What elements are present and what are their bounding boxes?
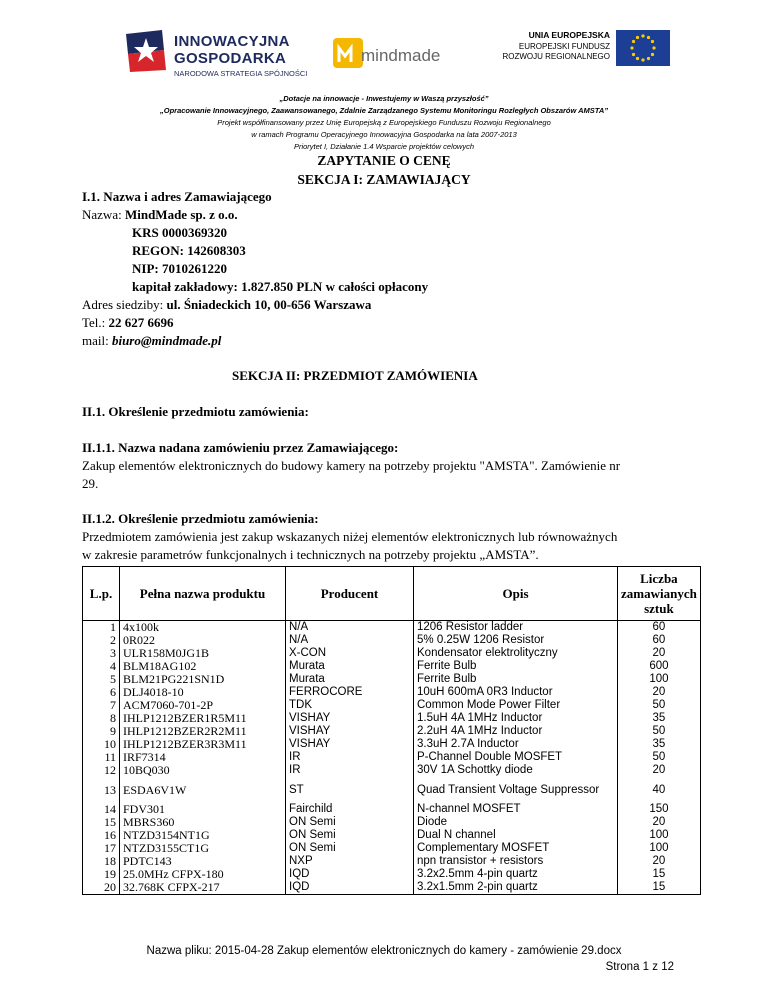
eu-logo-line2: EUROPEJSKI FUNDUSZ <box>518 42 610 51</box>
header-description: Opis <box>414 567 618 621</box>
row-manufacturer: ON Semi <box>286 829 414 842</box>
row-quantity: 150 <box>618 803 701 816</box>
row-description: 3.2x2.5mm 4-pin quartz <box>414 868 618 881</box>
row-quantity: 20 <box>618 764 701 777</box>
row-lp: 4 <box>83 660 120 673</box>
table-body <box>83 621 701 895</box>
row-description: Diode <box>414 816 618 829</box>
row-lp: 1 <box>83 621 120 635</box>
row-quantity: 50 <box>618 751 701 764</box>
company-nip: NIP: 7010261220 <box>132 261 227 276</box>
row-manufacturer: IQD <box>286 881 414 895</box>
funding-project: „Opracowanie Innowacyjnego, Zaawansowanego, Zdalnie Zarządzanego Systemu Monitoringu Rozległych Obszarów AMSTA” <box>160 106 608 115</box>
row-lp: 16 <box>83 829 120 842</box>
table-header-row <box>83 567 701 621</box>
row-description: 1.5uH 4A 1MHz Inductor <box>414 712 618 725</box>
company-address-label: Adres siedziby: <box>82 297 167 312</box>
row-quantity: 40 <box>618 777 701 803</box>
row-manufacturer: X-CON <box>286 647 414 660</box>
section2-sub11: II.1.1. Nazwa nadana zamówieniu przez Zamawiającego: <box>82 440 399 455</box>
section2-sub12-text1: Przedmiotem zamówienia jest zakup wskazanych niżej elementów elektronicznych lub równoważnych <box>82 529 618 544</box>
company-name-label: Nazwa: <box>82 207 125 222</box>
row-lp: 2 <box>83 634 120 647</box>
row-product-name: BLM18AG102 <box>120 660 286 673</box>
row-product-name: MBRS360 <box>120 816 286 829</box>
row-lp: 10 <box>83 738 120 751</box>
row-quantity: 20 <box>618 816 701 829</box>
row-quantity: 50 <box>618 699 701 712</box>
row-description: npn transistor + resistors <box>414 855 618 868</box>
row-description: 3.3uH 2.7A Inductor <box>414 738 618 751</box>
row-description: Kondensator elektrolityczny <box>414 647 618 660</box>
row-manufacturer: FERROCORE <box>286 686 414 699</box>
row-product-name: IHLP1212BZER2R2M11 <box>120 725 286 738</box>
company-mail-line <box>82 333 221 349</box>
row-manufacturer: Murata <box>286 660 414 673</box>
section2-sub12: II.1.2. Określenie przedmiotu zamówienia: <box>82 511 319 526</box>
table-row <box>83 764 701 777</box>
row-description: Ferrite Bulb <box>414 673 618 686</box>
row-quantity: 100 <box>618 673 701 686</box>
row-product-name: 10BQ030 <box>120 764 286 777</box>
row-manufacturer: Murata <box>286 673 414 686</box>
company-capital: kapitał zakładowy: 1.827.850 PLN w całości opłacony <box>132 279 429 294</box>
company-tel-value: 22 627 6696 <box>108 315 174 330</box>
eu-flag-icon <box>616 30 670 66</box>
company-tel-line <box>82 315 174 331</box>
row-lp: 6 <box>83 686 120 699</box>
row-lp: 5 <box>83 673 120 686</box>
eu-logo-line3: ROZWOJU REGIONALNEGO <box>502 52 610 61</box>
row-lp: 19 <box>83 868 120 881</box>
row-manufacturer: NXP <box>286 855 414 868</box>
company-regon: REGON: 142608303 <box>132 243 246 258</box>
table-row <box>83 842 701 855</box>
row-manufacturer: Fairchild <box>286 803 414 816</box>
table-row <box>83 738 701 751</box>
row-product-name: IHLP1212BZER3R3M11 <box>120 738 286 751</box>
row-product-name: NTZD3154NT1G <box>120 829 286 842</box>
row-lp: 11 <box>83 751 120 764</box>
row-manufacturer: VISHAY <box>286 712 414 725</box>
footer-page-number: Strona 1 z 12 <box>605 961 674 973</box>
section1-subheading: I.1. Nazwa i adres Zamawiającego <box>82 189 272 204</box>
mindmade-logo <box>333 38 473 78</box>
row-product-name: PDTC143 <box>120 855 286 868</box>
row-lp: 14 <box>83 803 120 816</box>
row-quantity: 50 <box>618 725 701 738</box>
row-lp: 17 <box>83 842 120 855</box>
row-lp: 7 <box>83 699 120 712</box>
items-table <box>82 566 701 895</box>
section1-heading: SEKCJA I: ZAMAWIAJĄCY <box>297 172 471 187</box>
row-quantity: 60 <box>618 621 701 635</box>
row-product-name: 25.0MHz CFPX-180 <box>120 868 286 881</box>
row-quantity: 15 <box>618 881 701 895</box>
row-lp: 8 <box>83 712 120 725</box>
row-manufacturer: ON Semi <box>286 816 414 829</box>
row-manufacturer: ON Semi <box>286 842 414 855</box>
page-title: ZAPYTANIE O CENĘ <box>317 153 451 168</box>
row-manufacturer: N/A <box>286 621 414 635</box>
row-description: P-Channel Double MOSFET <box>414 751 618 764</box>
table-row <box>83 777 701 803</box>
row-quantity: 20 <box>618 855 701 868</box>
row-lp: 18 <box>83 855 120 868</box>
logo-left-line3: NARODOWA STRATEGIA SPÓJNOŚCI <box>174 69 308 78</box>
table-row <box>83 881 701 895</box>
funding-slogan: „Dotacje na innowacje - Inwestujemy w Waszą przyszłość” <box>279 94 489 103</box>
row-description: Common Mode Power Filter <box>414 699 618 712</box>
row-manufacturer: N/A <box>286 634 414 647</box>
row-description: Complementary MOSFET <box>414 842 618 855</box>
row-description: 2.2uH 4A 1MHz Inductor <box>414 725 618 738</box>
row-lp: 9 <box>83 725 120 738</box>
row-lp: 15 <box>83 816 120 829</box>
polish-flag-star-icon <box>122 28 168 74</box>
row-description: 3.2x1.5mm 2-pin quartz <box>414 881 618 895</box>
header-product-name: Pełna nazwa produktu <box>120 567 286 621</box>
table-row <box>83 751 701 764</box>
company-krs: KRS 0000369320 <box>132 225 227 240</box>
row-description: N-channel MOSFET <box>414 803 618 816</box>
row-quantity: 35 <box>618 712 701 725</box>
row-description: 10uH 600mA 0R3 Inductor <box>414 686 618 699</box>
row-product-name: DLJ4018-10 <box>120 686 286 699</box>
row-quantity: 20 <box>618 647 701 660</box>
eu-logo-line1: UNIA EUROPEJSKA <box>528 30 610 40</box>
company-address-value: ul. Śniadeckich 10, 00-656 Warszawa <box>166 297 372 312</box>
funding-cofinance: Projekt współfinansowany przez Unię Europejską z Europejskiego Funduszu Rozwoju Regionalnego <box>217 118 551 127</box>
table-row <box>83 621 701 635</box>
innowacyjna-gospodarka-logo <box>122 20 312 80</box>
logo-left-line2: GOSPODARKA <box>174 50 287 67</box>
row-quantity: 600 <box>618 660 701 673</box>
header-lp: L.p. <box>83 567 120 621</box>
mindmade-logo-text: mindmade <box>361 46 441 65</box>
row-product-name: ULR158M0JG1B <box>120 647 286 660</box>
section2-sub12-text2: w zakresie parametrów funkcjonalnych i technicznych na potrzeby projektu „AMSTA”. <box>82 547 539 562</box>
row-product-name: ACM7060-701-2P <box>120 699 286 712</box>
row-manufacturer: IQD <box>286 868 414 881</box>
row-description: 30V 1A Schottky diode <box>414 764 618 777</box>
row-product-name: 0R022 <box>120 634 286 647</box>
row-description: Ferrite Bulb <box>414 660 618 673</box>
row-description: Dual N channel <box>414 829 618 842</box>
eu-logo <box>500 30 670 80</box>
company-mail-label: mail: <box>82 333 112 348</box>
funding-program: w ramach Programu Operacyjnego Innowacyjna Gospodarka na lata 2007-2013 <box>251 130 517 139</box>
company-address-line <box>82 297 371 313</box>
row-product-name: NTZD3155CT1G <box>120 842 286 855</box>
footer-filename: Nazwa pliku: 2015-04-28 Zakup elementów elektronicznych do kamery - zamówienie 29.docx <box>146 945 622 957</box>
row-manufacturer: TDK <box>286 699 414 712</box>
row-quantity: 15 <box>618 868 701 881</box>
row-lp: 12 <box>83 764 120 777</box>
row-manufacturer: IR <box>286 764 414 777</box>
row-product-name: BLM21PG221SN1D <box>120 673 286 686</box>
row-lp: 20 <box>83 881 120 895</box>
table-row <box>83 803 701 816</box>
row-manufacturer: VISHAY <box>286 725 414 738</box>
row-product-name: IHLP1212BZER1R5M11 <box>120 712 286 725</box>
row-product-name: ESDA6V1W <box>120 777 286 803</box>
row-manufacturer: VISHAY <box>286 738 414 751</box>
row-lp: 3 <box>83 647 120 660</box>
row-description: Quad Transient Voltage Suppressor <box>414 777 618 803</box>
section2-heading: SEKCJA II: PRZEDMIOT ZAMÓWIENIA <box>232 368 478 383</box>
row-manufacturer: IR <box>286 751 414 764</box>
company-tel-label: Tel.: <box>82 315 109 330</box>
row-quantity: 20 <box>618 686 701 699</box>
row-quantity: 100 <box>618 829 701 842</box>
header-manufacturer: Producent <box>286 567 414 621</box>
row-product-name: IRF7314 <box>120 751 286 764</box>
row-manufacturer: ST <box>286 777 414 803</box>
row-quantity: 60 <box>618 634 701 647</box>
header-quantity: Liczba zamawianych sztuk <box>618 567 701 621</box>
row-product-name: 4x100k <box>120 621 286 635</box>
row-description: 1206 Resistor ladder <box>414 621 618 635</box>
row-description: 5% 0.25W 1206 Resistor <box>414 634 618 647</box>
company-name-value: MindMade sp. z o.o. <box>124 207 238 222</box>
row-quantity: 35 <box>618 738 701 751</box>
funding-priority: Priorytet I, Działanie 1.4 Wsparcie projektów celowych <box>293 142 475 151</box>
section2-sub11-text1: Zakup elementów elektronicznych do budowy kamery na potrzeby projektu "AMSTA". Zamówienie nr <box>82 458 621 473</box>
logo-left-line1: INNOWACYJNA <box>174 33 290 50</box>
company-name-line <box>82 207 238 223</box>
page-header <box>0 0 768 86</box>
row-quantity: 100 <box>618 842 701 855</box>
row-product-name: 32.768K CFPX-217 <box>120 881 286 895</box>
row-product-name: FDV301 <box>120 803 286 816</box>
section2-sub11-text2: 29. <box>82 476 99 491</box>
section2-sub1: II.1. Określenie przedmiotu zamówienia: <box>82 404 309 419</box>
row-lp: 13 <box>83 777 120 803</box>
company-mail-link[interactable]: biuro@mindmade.pl <box>111 333 222 348</box>
